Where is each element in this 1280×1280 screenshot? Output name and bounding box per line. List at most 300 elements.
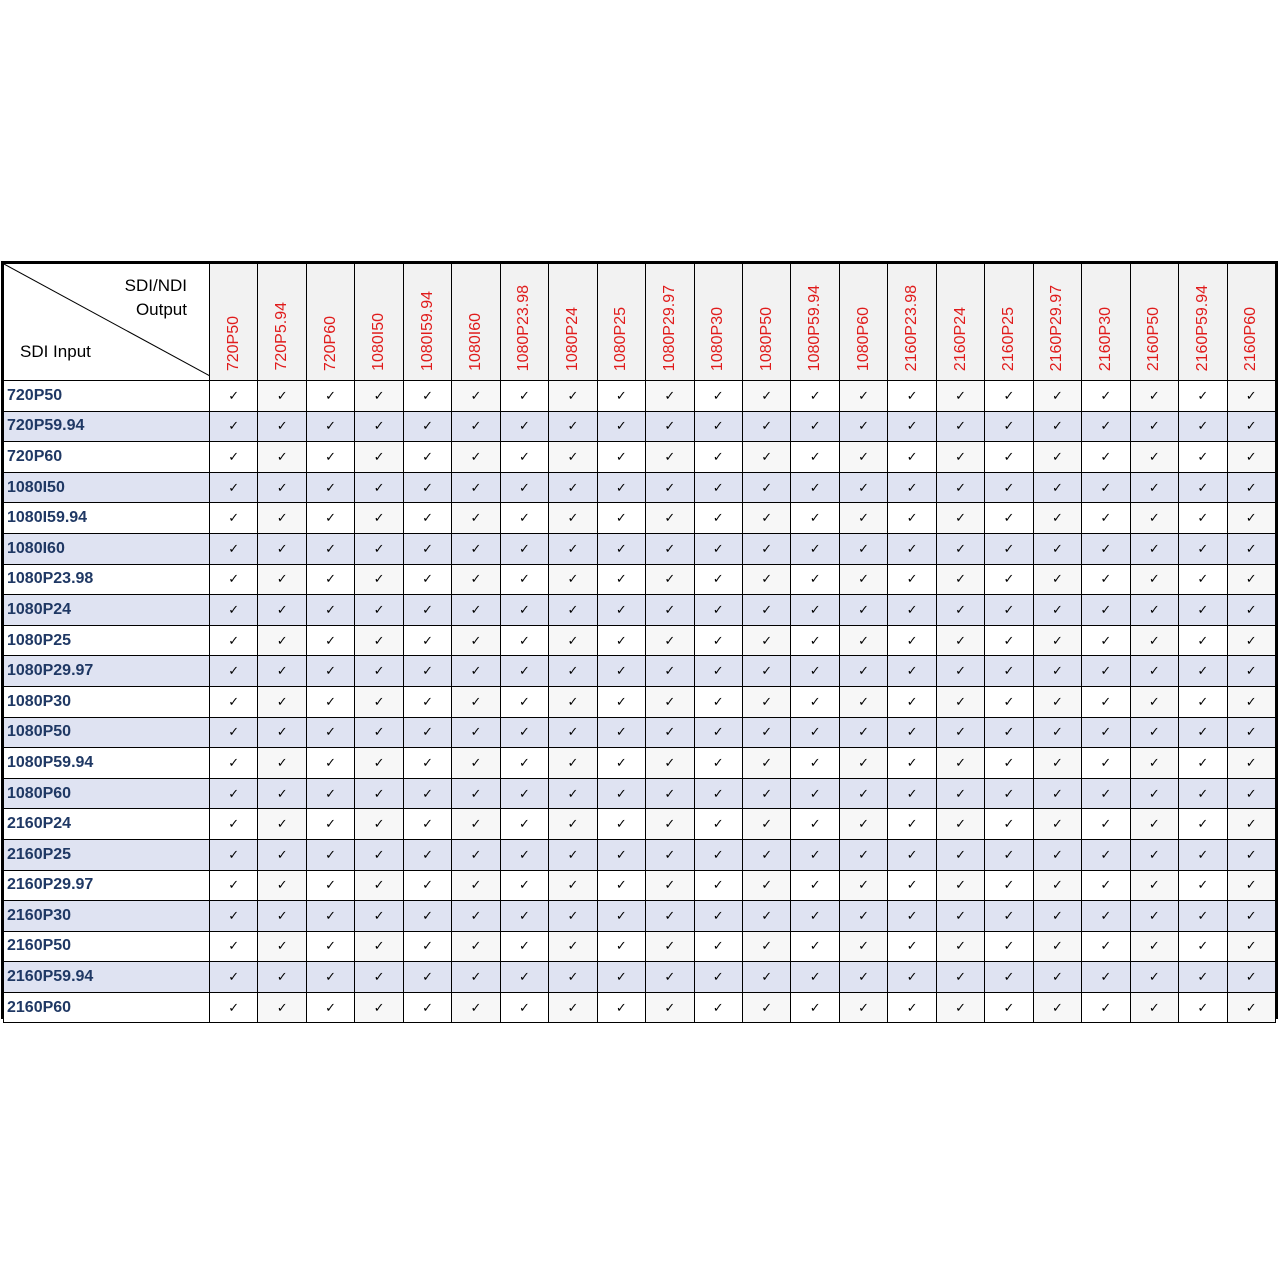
check-mark-icon: ✓: [1179, 595, 1227, 626]
check-mark-icon: ✓: [791, 564, 839, 595]
check-mark-icon: ✓: [403, 717, 451, 748]
check-mark-icon: ✓: [258, 533, 306, 564]
check-mark-icon: ✓: [694, 564, 742, 595]
output-format-label: 2160P60: [1242, 306, 1260, 371]
check-mark-icon: ✓: [258, 656, 306, 687]
check-mark-icon: ✓: [839, 809, 887, 840]
check-mark-icon: ✓: [403, 533, 451, 564]
check-mark-icon: ✓: [694, 411, 742, 442]
check-mark-icon: ✓: [936, 442, 984, 473]
output-format-label: 1080P29.97: [660, 284, 678, 371]
check-mark-icon: ✓: [1033, 472, 1081, 503]
check-mark-icon: ✓: [888, 381, 936, 412]
check-mark-icon: ✓: [1227, 503, 1275, 534]
check-mark-icon: ✓: [403, 564, 451, 595]
check-mark-icon: ✓: [694, 503, 742, 534]
check-mark-icon: ✓: [1082, 717, 1130, 748]
check-mark-icon: ✓: [355, 778, 403, 809]
check-mark-icon: ✓: [597, 870, 645, 901]
check-mark-icon: ✓: [888, 839, 936, 870]
input-format-label: 1080P50: [4, 717, 210, 748]
output-format-label: 1080P23.98: [515, 284, 533, 371]
input-format-label: 2160P29.97: [4, 870, 210, 901]
check-mark-icon: ✓: [355, 595, 403, 626]
check-mark-icon: ✓: [985, 809, 1033, 840]
check-mark-icon: ✓: [1082, 901, 1130, 932]
check-mark-icon: ✓: [839, 656, 887, 687]
check-mark-icon: ✓: [791, 870, 839, 901]
check-mark-icon: ✓: [549, 564, 597, 595]
check-mark-icon: ✓: [839, 748, 887, 779]
check-mark-icon: ✓: [500, 778, 548, 809]
output-format-label: 2160P23.98: [903, 284, 921, 371]
check-mark-icon: ✓: [355, 503, 403, 534]
check-mark-icon: ✓: [985, 870, 1033, 901]
check-mark-icon: ✓: [694, 839, 742, 870]
output-header: [936, 264, 984, 381]
check-mark-icon: ✓: [936, 686, 984, 717]
check-mark-icon: ✓: [1179, 717, 1227, 748]
check-mark-icon: ✓: [452, 533, 500, 564]
check-mark-icon: ✓: [597, 564, 645, 595]
output-format-label: 2160P25: [999, 306, 1017, 371]
check-mark-icon: ✓: [742, 931, 790, 962]
check-mark-icon: ✓: [549, 748, 597, 779]
check-mark-icon: ✓: [597, 778, 645, 809]
check-mark-icon: ✓: [646, 778, 694, 809]
check-mark-icon: ✓: [646, 962, 694, 993]
check-mark-icon: ✓: [597, 686, 645, 717]
check-mark-icon: ✓: [549, 962, 597, 993]
check-mark-icon: ✓: [742, 901, 790, 932]
check-mark-icon: ✓: [888, 564, 936, 595]
input-format-label: 1080P25: [4, 625, 210, 656]
check-mark-icon: ✓: [1227, 748, 1275, 779]
check-mark-icon: ✓: [742, 809, 790, 840]
input-format-label: 2160P30: [4, 901, 210, 932]
output-header: [1130, 264, 1178, 381]
check-mark-icon: ✓: [452, 992, 500, 1023]
check-mark-icon: ✓: [1179, 442, 1227, 473]
input-format-label: 1080I60: [4, 533, 210, 564]
check-mark-icon: ✓: [1179, 656, 1227, 687]
check-mark-icon: ✓: [1033, 809, 1081, 840]
check-mark-icon: ✓: [597, 839, 645, 870]
output-format-label: 1080P60: [854, 306, 872, 371]
check-mark-icon: ✓: [888, 931, 936, 962]
check-mark-icon: ✓: [549, 778, 597, 809]
check-mark-icon: ✓: [1033, 931, 1081, 962]
check-mark-icon: ✓: [646, 411, 694, 442]
check-mark-icon: ✓: [258, 748, 306, 779]
check-mark-icon: ✓: [597, 503, 645, 534]
check-mark-icon: ✓: [839, 472, 887, 503]
check-mark-icon: ✓: [985, 962, 1033, 993]
check-mark-icon: ✓: [306, 564, 354, 595]
check-mark-icon: ✓: [1227, 564, 1275, 595]
check-mark-icon: ✓: [452, 564, 500, 595]
check-mark-icon: ✓: [355, 442, 403, 473]
check-mark-icon: ✓: [549, 442, 597, 473]
check-mark-icon: ✓: [791, 442, 839, 473]
check-mark-icon: ✓: [549, 717, 597, 748]
check-mark-icon: ✓: [500, 442, 548, 473]
check-mark-icon: ✓: [1082, 992, 1130, 1023]
check-mark-icon: ✓: [355, 901, 403, 932]
output-header: [210, 264, 258, 381]
check-mark-icon: ✓: [597, 931, 645, 962]
check-mark-icon: ✓: [791, 992, 839, 1023]
check-mark-icon: ✓: [839, 901, 887, 932]
check-mark-icon: ✓: [985, 931, 1033, 962]
check-mark-icon: ✓: [258, 595, 306, 626]
check-mark-icon: ✓: [1130, 717, 1178, 748]
check-mark-icon: ✓: [355, 656, 403, 687]
check-mark-icon: ✓: [1130, 533, 1178, 564]
check-mark-icon: ✓: [597, 962, 645, 993]
check-mark-icon: ✓: [888, 992, 936, 1023]
check-mark-icon: ✓: [1082, 564, 1130, 595]
check-mark-icon: ✓: [306, 442, 354, 473]
check-mark-icon: ✓: [210, 472, 258, 503]
check-mark-icon: ✓: [888, 901, 936, 932]
check-mark-icon: ✓: [694, 809, 742, 840]
output-header: [1179, 264, 1227, 381]
output-header: [500, 264, 548, 381]
check-mark-icon: ✓: [1227, 962, 1275, 993]
check-mark-icon: ✓: [355, 992, 403, 1023]
output-axis-label: [125, 274, 187, 322]
check-mark-icon: ✓: [1082, 686, 1130, 717]
check-mark-icon: ✓: [985, 686, 1033, 717]
check-mark-icon: ✓: [646, 931, 694, 962]
check-mark-icon: ✓: [452, 778, 500, 809]
check-mark-icon: ✓: [258, 778, 306, 809]
table-row: [4, 748, 1276, 779]
check-mark-icon: ✓: [985, 472, 1033, 503]
check-mark-icon: ✓: [1033, 442, 1081, 473]
check-mark-icon: ✓: [549, 931, 597, 962]
check-mark-icon: ✓: [306, 595, 354, 626]
check-mark-icon: ✓: [210, 442, 258, 473]
check-mark-icon: ✓: [791, 839, 839, 870]
output-header: [646, 264, 694, 381]
check-mark-icon: ✓: [210, 625, 258, 656]
check-mark-icon: ✓: [549, 381, 597, 412]
check-mark-icon: ✓: [210, 686, 258, 717]
check-mark-icon: ✓: [210, 748, 258, 779]
check-mark-icon: ✓: [1082, 809, 1130, 840]
check-mark-icon: ✓: [500, 901, 548, 932]
check-mark-icon: ✓: [936, 381, 984, 412]
check-mark-icon: ✓: [1082, 472, 1130, 503]
check-mark-icon: ✓: [646, 442, 694, 473]
check-mark-icon: ✓: [839, 411, 887, 442]
check-mark-icon: ✓: [742, 625, 790, 656]
check-mark-icon: ✓: [500, 962, 548, 993]
check-mark-icon: ✓: [791, 686, 839, 717]
check-mark-icon: ✓: [791, 381, 839, 412]
check-mark-icon: ✓: [839, 442, 887, 473]
check-mark-icon: ✓: [1082, 533, 1130, 564]
check-mark-icon: ✓: [500, 411, 548, 442]
check-mark-icon: ✓: [1082, 656, 1130, 687]
check-mark-icon: ✓: [1179, 533, 1227, 564]
check-mark-icon: ✓: [403, 778, 451, 809]
check-mark-icon: ✓: [1082, 381, 1130, 412]
check-mark-icon: ✓: [694, 901, 742, 932]
check-mark-icon: ✓: [306, 809, 354, 840]
check-mark-icon: ✓: [1130, 962, 1178, 993]
check-mark-icon: ✓: [1179, 411, 1227, 442]
check-mark-icon: ✓: [210, 656, 258, 687]
check-mark-icon: ✓: [355, 686, 403, 717]
check-mark-icon: ✓: [839, 717, 887, 748]
check-mark-icon: ✓: [500, 595, 548, 626]
table-row: [4, 595, 1276, 626]
check-mark-icon: ✓: [1227, 533, 1275, 564]
check-mark-icon: ✓: [742, 748, 790, 779]
check-mark-icon: ✓: [597, 411, 645, 442]
check-mark-icon: ✓: [597, 625, 645, 656]
check-mark-icon: ✓: [403, 931, 451, 962]
check-mark-icon: ✓: [1227, 992, 1275, 1023]
check-mark-icon: ✓: [839, 533, 887, 564]
check-mark-icon: ✓: [1130, 901, 1178, 932]
check-mark-icon: ✓: [1033, 411, 1081, 442]
check-mark-icon: ✓: [791, 931, 839, 962]
check-mark-icon: ✓: [985, 901, 1033, 932]
check-mark-icon: ✓: [306, 992, 354, 1023]
check-mark-icon: ✓: [258, 901, 306, 932]
check-mark-icon: ✓: [1227, 901, 1275, 932]
check-mark-icon: ✓: [355, 533, 403, 564]
check-mark-icon: ✓: [936, 625, 984, 656]
check-mark-icon: ✓: [355, 870, 403, 901]
check-mark-icon: ✓: [985, 625, 1033, 656]
input-format-label: 2160P50: [4, 931, 210, 962]
check-mark-icon: ✓: [1179, 625, 1227, 656]
check-mark-icon: ✓: [646, 686, 694, 717]
check-mark-icon: ✓: [452, 503, 500, 534]
output-header: [306, 264, 354, 381]
check-mark-icon: ✓: [694, 748, 742, 779]
check-mark-icon: ✓: [210, 809, 258, 840]
check-mark-icon: ✓: [936, 992, 984, 1023]
check-mark-icon: ✓: [355, 809, 403, 840]
check-mark-icon: ✓: [742, 992, 790, 1023]
check-mark-icon: ✓: [403, 381, 451, 412]
check-mark-icon: ✓: [403, 503, 451, 534]
output-header: [985, 264, 1033, 381]
check-mark-icon: ✓: [694, 442, 742, 473]
check-mark-icon: ✓: [1227, 595, 1275, 626]
check-mark-icon: ✓: [1082, 839, 1130, 870]
check-mark-icon: ✓: [1033, 564, 1081, 595]
output-format-label: 1080P25: [612, 306, 630, 371]
check-mark-icon: ✓: [936, 809, 984, 840]
check-mark-icon: ✓: [1033, 992, 1081, 1023]
check-mark-icon: ✓: [646, 748, 694, 779]
check-mark-icon: ✓: [646, 472, 694, 503]
check-mark-icon: ✓: [500, 564, 548, 595]
check-mark-icon: ✓: [306, 472, 354, 503]
check-mark-icon: ✓: [258, 442, 306, 473]
input-format-label: 2160P59.94: [4, 962, 210, 993]
table-row: [4, 503, 1276, 534]
output-format-label: 1080I50: [370, 313, 388, 371]
check-mark-icon: ✓: [646, 625, 694, 656]
check-mark-icon: ✓: [210, 595, 258, 626]
check-mark-icon: ✓: [452, 901, 500, 932]
input-format-label: 2160P60: [4, 992, 210, 1023]
output-header: [1033, 264, 1081, 381]
input-format-label: 1080P23.98: [4, 564, 210, 595]
table-row: [4, 717, 1276, 748]
check-mark-icon: ✓: [694, 381, 742, 412]
check-mark-icon: ✓: [1179, 686, 1227, 717]
check-mark-icon: ✓: [1227, 870, 1275, 901]
output-header: [403, 264, 451, 381]
check-mark-icon: ✓: [1179, 748, 1227, 779]
check-mark-icon: ✓: [1130, 870, 1178, 901]
check-mark-icon: ✓: [1033, 686, 1081, 717]
table-row: [4, 472, 1276, 503]
output-header: [694, 264, 742, 381]
check-mark-icon: ✓: [210, 717, 258, 748]
check-mark-icon: ✓: [694, 992, 742, 1023]
check-mark-icon: ✓: [936, 564, 984, 595]
check-mark-icon: ✓: [694, 962, 742, 993]
check-mark-icon: ✓: [597, 717, 645, 748]
check-mark-icon: ✓: [694, 625, 742, 656]
check-mark-icon: ✓: [549, 503, 597, 534]
check-mark-icon: ✓: [1130, 625, 1178, 656]
output-label-line1: SDI/NDI: [124, 276, 187, 295]
check-mark-icon: ✓: [839, 931, 887, 962]
check-mark-icon: ✓: [258, 381, 306, 412]
check-mark-icon: ✓: [306, 533, 354, 564]
check-mark-icon: ✓: [839, 503, 887, 534]
check-mark-icon: ✓: [355, 717, 403, 748]
check-mark-icon: ✓: [210, 870, 258, 901]
check-mark-icon: ✓: [403, 625, 451, 656]
check-mark-icon: ✓: [791, 748, 839, 779]
check-mark-icon: ✓: [742, 442, 790, 473]
check-mark-icon: ✓: [888, 411, 936, 442]
check-mark-icon: ✓: [500, 686, 548, 717]
check-mark-icon: ✓: [258, 472, 306, 503]
check-mark-icon: ✓: [355, 625, 403, 656]
check-mark-icon: ✓: [1130, 503, 1178, 534]
check-mark-icon: ✓: [500, 625, 548, 656]
output-format-label: 720P5.94: [273, 302, 291, 371]
output-format-label: 1080P24: [563, 306, 581, 371]
check-mark-icon: ✓: [1082, 625, 1130, 656]
check-mark-icon: ✓: [888, 442, 936, 473]
check-mark-icon: ✓: [985, 381, 1033, 412]
check-mark-icon: ✓: [452, 595, 500, 626]
check-mark-icon: ✓: [1033, 625, 1081, 656]
table-row: [4, 656, 1276, 687]
check-mark-icon: ✓: [403, 809, 451, 840]
check-mark-icon: ✓: [839, 870, 887, 901]
check-mark-icon: ✓: [742, 411, 790, 442]
check-mark-icon: ✓: [258, 870, 306, 901]
check-mark-icon: ✓: [500, 381, 548, 412]
check-mark-icon: ✓: [936, 839, 984, 870]
check-mark-icon: ✓: [1033, 381, 1081, 412]
check-mark-icon: ✓: [452, 656, 500, 687]
check-mark-icon: ✓: [985, 839, 1033, 870]
check-mark-icon: ✓: [985, 442, 1033, 473]
check-mark-icon: ✓: [549, 472, 597, 503]
output-format-label: 1080I60: [466, 313, 484, 371]
check-mark-icon: ✓: [791, 901, 839, 932]
check-mark-icon: ✓: [839, 686, 887, 717]
check-mark-icon: ✓: [1179, 778, 1227, 809]
check-mark-icon: ✓: [597, 595, 645, 626]
check-mark-icon: ✓: [839, 564, 887, 595]
check-mark-icon: ✓: [936, 870, 984, 901]
output-format-label: 1080P50: [757, 306, 775, 371]
check-mark-icon: ✓: [742, 686, 790, 717]
output-header: [1082, 264, 1130, 381]
check-mark-icon: ✓: [985, 748, 1033, 779]
table-row: [4, 870, 1276, 901]
check-mark-icon: ✓: [742, 656, 790, 687]
table-row: [4, 381, 1276, 412]
check-mark-icon: ✓: [1227, 839, 1275, 870]
table-row: [4, 809, 1276, 840]
check-mark-icon: ✓: [1227, 472, 1275, 503]
input-format-label: 720P60: [4, 442, 210, 473]
check-mark-icon: ✓: [1130, 564, 1178, 595]
check-mark-icon: ✓: [258, 962, 306, 993]
check-mark-icon: ✓: [597, 901, 645, 932]
check-mark-icon: ✓: [258, 717, 306, 748]
check-mark-icon: ✓: [1082, 503, 1130, 534]
check-mark-icon: ✓: [500, 533, 548, 564]
check-mark-icon: ✓: [936, 503, 984, 534]
check-mark-icon: ✓: [597, 656, 645, 687]
table-row: [4, 992, 1276, 1023]
check-mark-icon: ✓: [306, 748, 354, 779]
output-header: [1227, 264, 1275, 381]
check-mark-icon: ✓: [355, 962, 403, 993]
check-mark-icon: ✓: [1130, 411, 1178, 442]
check-mark-icon: ✓: [839, 381, 887, 412]
check-mark-icon: ✓: [839, 962, 887, 993]
check-mark-icon: ✓: [1033, 870, 1081, 901]
check-mark-icon: ✓: [1033, 778, 1081, 809]
check-mark-icon: ✓: [355, 748, 403, 779]
input-format-label: 1080P29.97: [4, 656, 210, 687]
check-mark-icon: ✓: [985, 992, 1033, 1023]
check-mark-icon: ✓: [694, 533, 742, 564]
check-mark-icon: ✓: [742, 717, 790, 748]
check-mark-icon: ✓: [742, 778, 790, 809]
check-mark-icon: ✓: [306, 870, 354, 901]
check-mark-icon: ✓: [500, 992, 548, 1023]
check-mark-icon: ✓: [791, 809, 839, 840]
check-mark-icon: ✓: [1130, 809, 1178, 840]
output-format-label: 720P50: [224, 315, 242, 371]
check-mark-icon: ✓: [888, 809, 936, 840]
check-mark-icon: ✓: [742, 503, 790, 534]
check-mark-icon: ✓: [1227, 442, 1275, 473]
check-mark-icon: ✓: [210, 381, 258, 412]
